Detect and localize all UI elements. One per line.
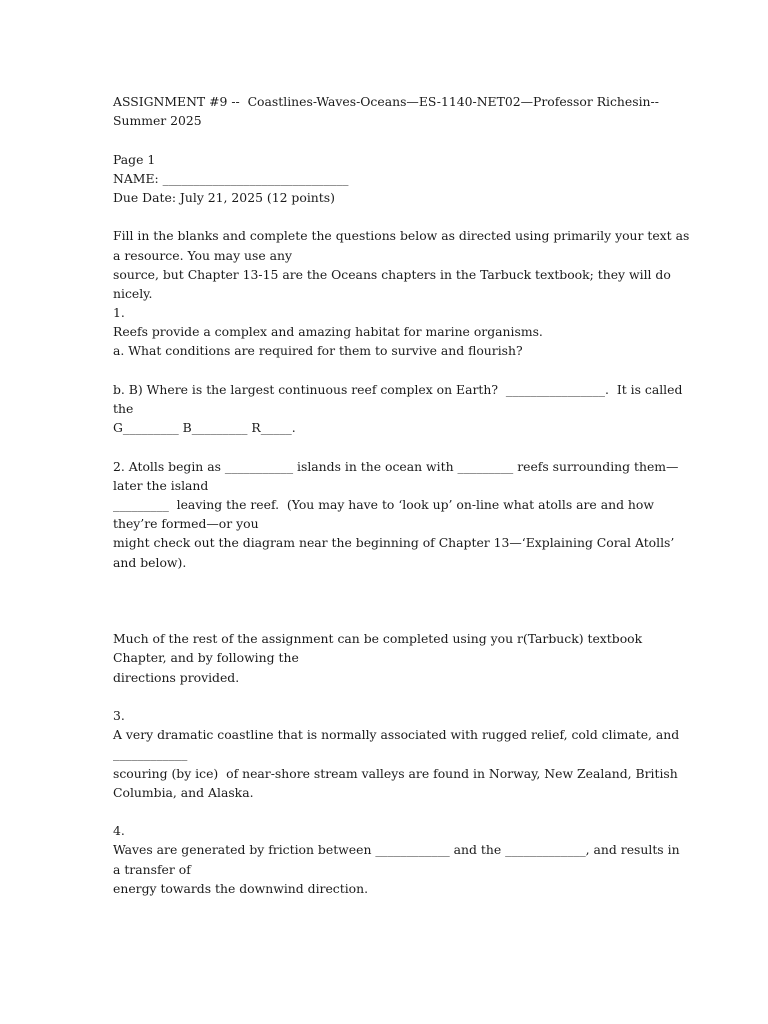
question-4-text: Waves are generated by friction between ____________ and the _____________, and results in [113, 842, 680, 858]
question-4-text: energy towards the downwind direction. [113, 880, 369, 896]
question-2-text: they’re formed—or you [113, 516, 259, 532]
question-3-text: scouring (by ice) of near-shore stream valleys are found in Norway, New Zealand, British [113, 765, 678, 781]
intro-text: source, but Chapter 13-15 are the Oceans chapters in the Tarbuck textbook; they will do [113, 266, 671, 282]
question-1b-text: the [113, 401, 134, 416]
due-date: Due Date: July 21, 2025 (12 points) [113, 189, 335, 205]
question-1b-blanks: G_________ B_________ R_____. [113, 420, 296, 436]
question-1-text: Reefs provide a complex and amazing habitat for marine organisms. [113, 324, 543, 340]
document-page [113, 92, 690, 898]
name-field-line: NAME: ______________________________ [113, 170, 349, 186]
question-3-number: 3. [113, 708, 125, 724]
question-4-number: 4. [113, 823, 125, 839]
question-4-text: a transfer of [113, 861, 191, 877]
assignment-title-cont: Summer 2025 [113, 113, 202, 129]
intro-text: Fill in the blanks and complete the questions below as directed using primarily your text as [113, 228, 690, 244]
question-2-text: _________ leaving the reef. (You may have to ‘look up’ on-line what atolls are and how [113, 496, 654, 512]
question-2-text: and below). [113, 554, 187, 570]
page-number: Page 1 [113, 151, 156, 167]
assignment-title: ASSIGNMENT #9 -- Coastlines-Waves-Oceans—ES-1140-NET02—Professor Richesin-- [113, 94, 659, 109]
question-1b-text: b. B) Where is the largest continuous reef complex on Earth? ________________. It is called [113, 381, 683, 397]
rest-instructions: directions provided. [113, 669, 240, 685]
question-1a-text: a. What conditions are required for them to survive and flourish? [113, 343, 523, 359]
rest-instructions: Chapter, and by following the [113, 650, 299, 666]
question-3-blank: ____________ [113, 746, 188, 762]
question-3-text: A very dramatic coastline that is normally associated with rugged relief, cold climate, and [113, 727, 680, 743]
question-2-text: 2. Atolls begin as ___________ islands in the ocean with _________ reefs surrounding them— [113, 458, 679, 474]
question-3-text: Columbia, and Alaska. [113, 784, 254, 800]
rest-instructions: Much of the rest of the assignment can be completed using you r(Tarbuck) textbook [113, 631, 643, 647]
intro-text: nicely. [113, 285, 153, 301]
question-1-number: 1. [113, 305, 125, 321]
intro-text: a resource. You may use any [113, 247, 292, 263]
question-2-text: might check out the diagram near the beginning of Chapter 13—‘Explaining Coral Atolls’ [113, 535, 675, 551]
question-2-text: later the island [113, 477, 209, 493]
